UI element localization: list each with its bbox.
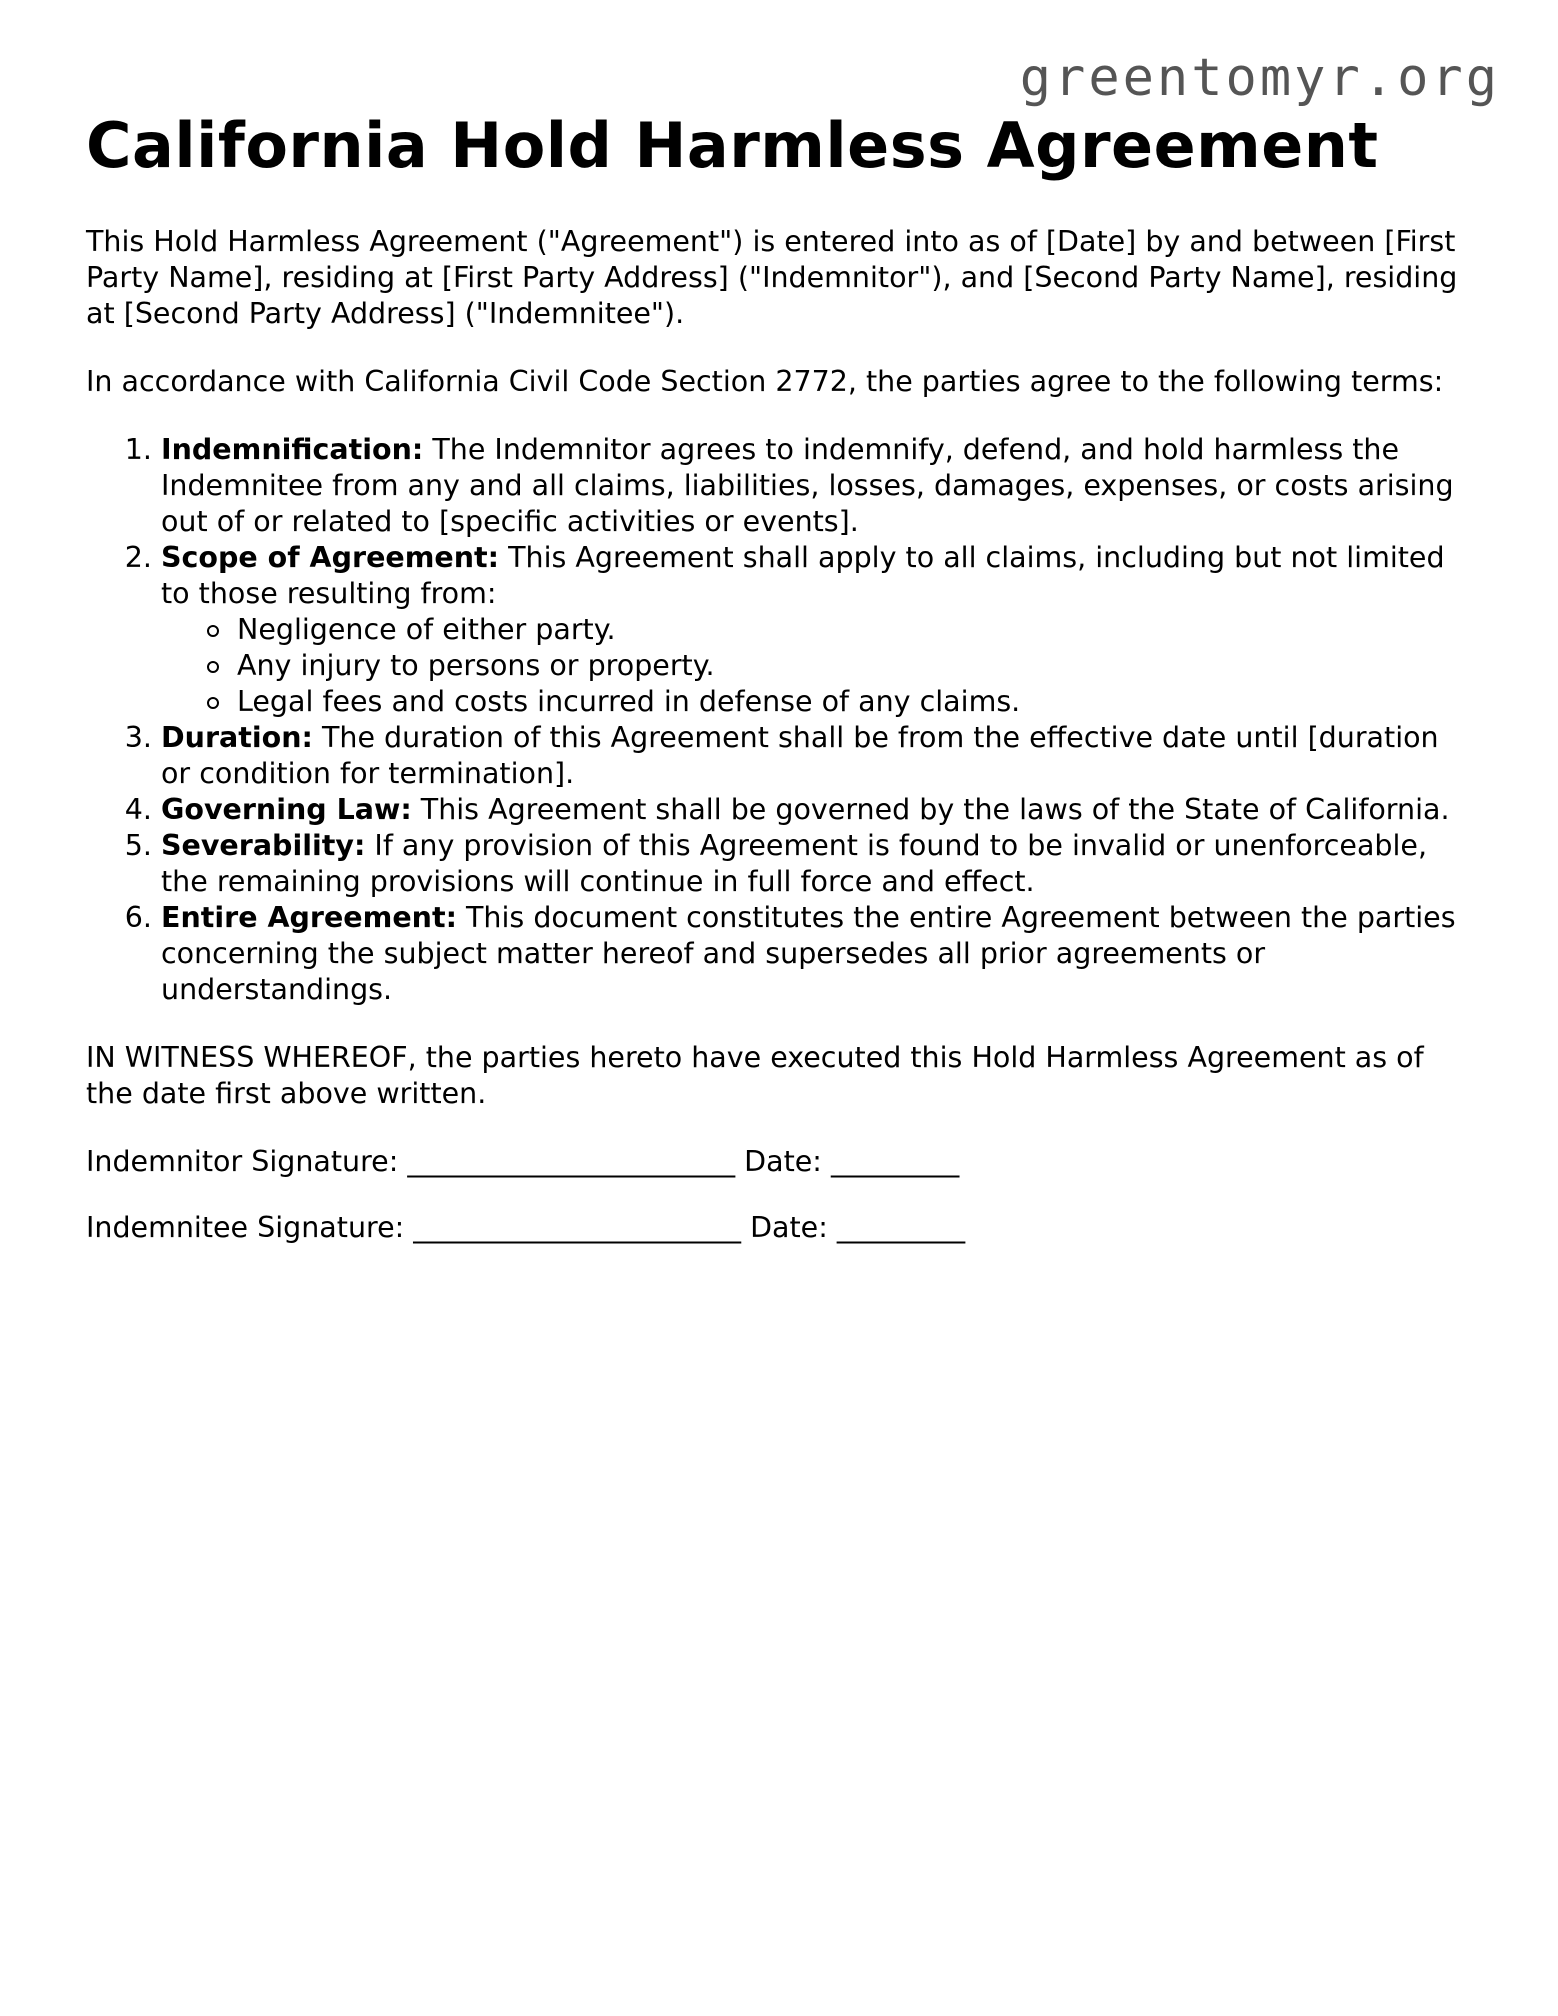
indemnitor-signature-line: Indemnitor Signature: _______________________ Date: _________ <box>86 1145 960 1178</box>
term-item <box>161 792 1476 828</box>
term-heading: Indemnification: <box>161 433 424 466</box>
sublist-item <box>237 684 1476 720</box>
sublist-text: Legal fees and costs incurred in defense of any claims. <box>237 685 1021 718</box>
term-heading: Governing Law: <box>161 793 412 826</box>
document-page <box>86 110 1476 1246</box>
witness-paragraph: IN WITNESS WHEREOF, the parties hereto have executed this Hold Harmless Agreement as of the date first above written. <box>86 1041 1424 1110</box>
term-text: If any provision of this Agreement is found to be invalid or unenforceable, the remaining provisions will continue in full force and effect. <box>161 829 1428 898</box>
scope-sublist <box>161 612 1476 720</box>
watermark: greentomyr.org <box>1019 48 1500 108</box>
document-title: California Hold Harmless Agreement <box>86 109 1379 182</box>
term-heading: Duration: <box>161 721 313 754</box>
sublist-item <box>237 648 1476 684</box>
term-item <box>161 900 1476 1008</box>
term-heading: Severability: <box>161 829 366 862</box>
sublist-text: Negligence of either party. <box>237 613 616 646</box>
term-item <box>161 828 1476 900</box>
term-text: This Agreement shall apply to all claims, including but not limited to those resulting from: <box>161 541 1445 610</box>
sublist-item <box>237 612 1476 648</box>
term-heading: Entire Agreement: <box>161 901 457 934</box>
term-text: This Agreement shall be governed by the laws of the State of California. <box>411 793 1450 826</box>
term-text: This document constitutes the entire Agreement between the parties concerning the subject matter hereof and supersedes all prior agreements or understandings. <box>161 901 1456 1006</box>
circle-bullet-icon <box>207 697 219 709</box>
sublist-text: Any injury to persons or property. <box>237 649 715 682</box>
accordance-paragraph: In accordance with California Civil Code Section 2772, the parties agree to the following terms: <box>86 365 1444 398</box>
term-item <box>161 720 1476 792</box>
circle-bullet-icon <box>207 625 219 637</box>
circle-bullet-icon <box>207 661 219 673</box>
intro-paragraph: This Hold Harmless Agreement ("Agreement") is entered into as of [Date] by and between [First Party Name], residing at [First Party Address] ("Indemnitor"), and [Second Party Name], residing at [Second Party Address] ("Indemnitee"). <box>86 225 1458 330</box>
term-heading: Scope of Agreement: <box>161 541 500 574</box>
indemnitee-signature-line: Indemnitee Signature: _______________________ Date: _________ <box>86 1211 966 1244</box>
terms-list <box>86 432 1476 1008</box>
term-item <box>161 540 1476 720</box>
term-text: The duration of this Agreement shall be from the effective date until [duration or condition for termination]. <box>161 721 1439 790</box>
term-item <box>161 432 1476 540</box>
term-text: The Indemnitor agrees to indemnify, defend, and hold harmless the Indemnitee from any and all claims, liabilities, losses, damages, expenses, or costs arising out of or related to [specific activities or events]. <box>161 433 1454 538</box>
